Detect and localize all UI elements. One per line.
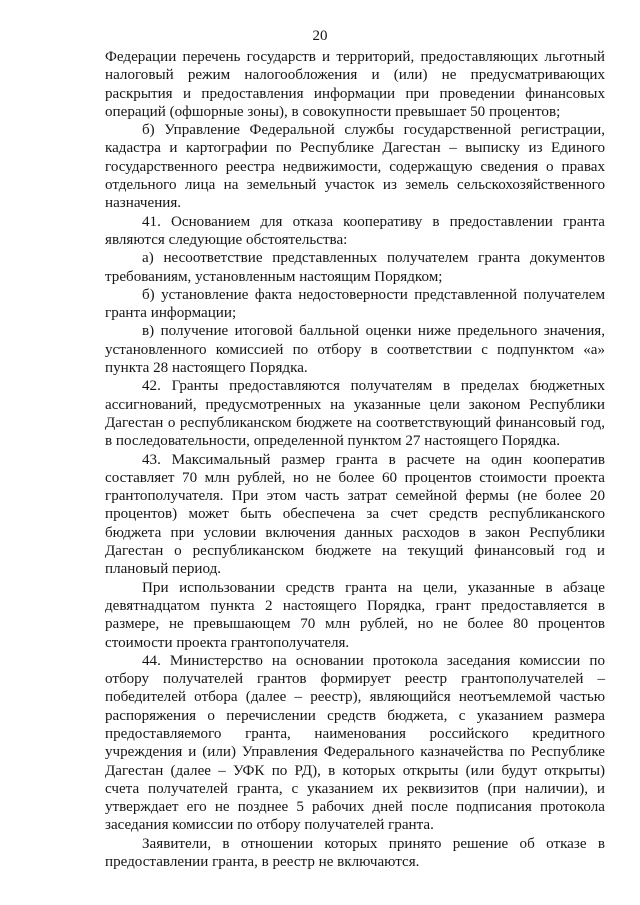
paragraph-42: 42. Гранты предоставляются получателям в пределах бюджетных ассигнований, предусмотренных на указанные цели законом Республики Дагестан о республиканском бюджете на соответствующий финансовый год, в последовательности, определенной пунктом 27 настоящего Порядка. <box>105 378 605 450</box>
paragraph-44: 44. Министерство на основании протокола заседания комиссии по отбору получателей грантов формирует реестр грантополучателей – победителей отбора (далее – реестр), являющийся неотъемлемой частью распоряжения о перечислении средств бюджета, с указанием размера предоставляемого гранта, наименования российского кредитного учреждения и (или) Управления Федерального казначейства по Республике Дагестан (далее – УФК по РД), в которых открыты (или будут открыты) счета получателей гранта, с указанием их реквизитов (при наличии), и утверждает его не позднее 5 рабочих дней после подписания протокола заседания комиссии по отбору получателей гранта. <box>105 652 605 834</box>
paragraph-continuation: Федерации перечень государств и территорий, предоставляющих льготный налоговый режим налогообложения и (или) не предусматривающих раскрытия и предоставления информации при проведении финансовых операций (офшорные зоны), в совокупности превышает 50 процентов; <box>105 49 605 120</box>
paragraph-41-b: б) установление факта недостоверности представленной получателем гранта информации; <box>105 286 605 322</box>
paragraph-41-a: а) несоответствие представленных получателем гранта документов требованиям, установленным настоящим Порядком; <box>105 250 605 285</box>
paragraph-41-v: в) получение итоговой балльной оценки ниже предельного значения, установленного комиссией по отбору в соответствии с подпунктом «а» пункта 28 настоящего Порядка. <box>105 323 605 377</box>
paragraph-43: 43. Максимальный размер гранта в расчете на один кооператив составляет 70 млн рублей, но не более 60 процентов стоимости проекта грантополучателя. При этом часть затрат семейной фермы (не более 20 процентов) может быть обеспечена за счет средств республиканского бюджета при условии включения данных расходов в закон Республики Дагестан о республиканском бюджете на текущий финансовый год и плановый период. <box>105 451 605 578</box>
document-body <box>105 48 605 871</box>
paragraph-41: 41. Основанием для отказа кооперативу в предоставлении гранта являются следующие обстоятельства: <box>105 213 605 248</box>
paragraph-44-second: Заявители, в отношении которых принято решение об отказе в предоставлении гранта, в реестр не включаются. <box>105 835 605 871</box>
paragraph-43-second: При использовании средств гранта на цели, указанные в абзаце девятнадцатом пункта 2 настоящего Порядка, грант предоставляется в размере, не превышающем 70 млн рублей, но не более 80 процентов стоимости проекта грантополучателя. <box>105 579 605 651</box>
page-number: 20 <box>312 28 328 44</box>
paragraph-subitem-b-rosreestr: б) Управление Федеральной службы государственной регистрации, кадастра и картографии по Республике Дагестан – выписку из Единого государственного реестра недвижимости, содержащую сведения о правах отдельного лица на земельный участок из земель сельскохозяйственного назначения. <box>105 122 605 212</box>
